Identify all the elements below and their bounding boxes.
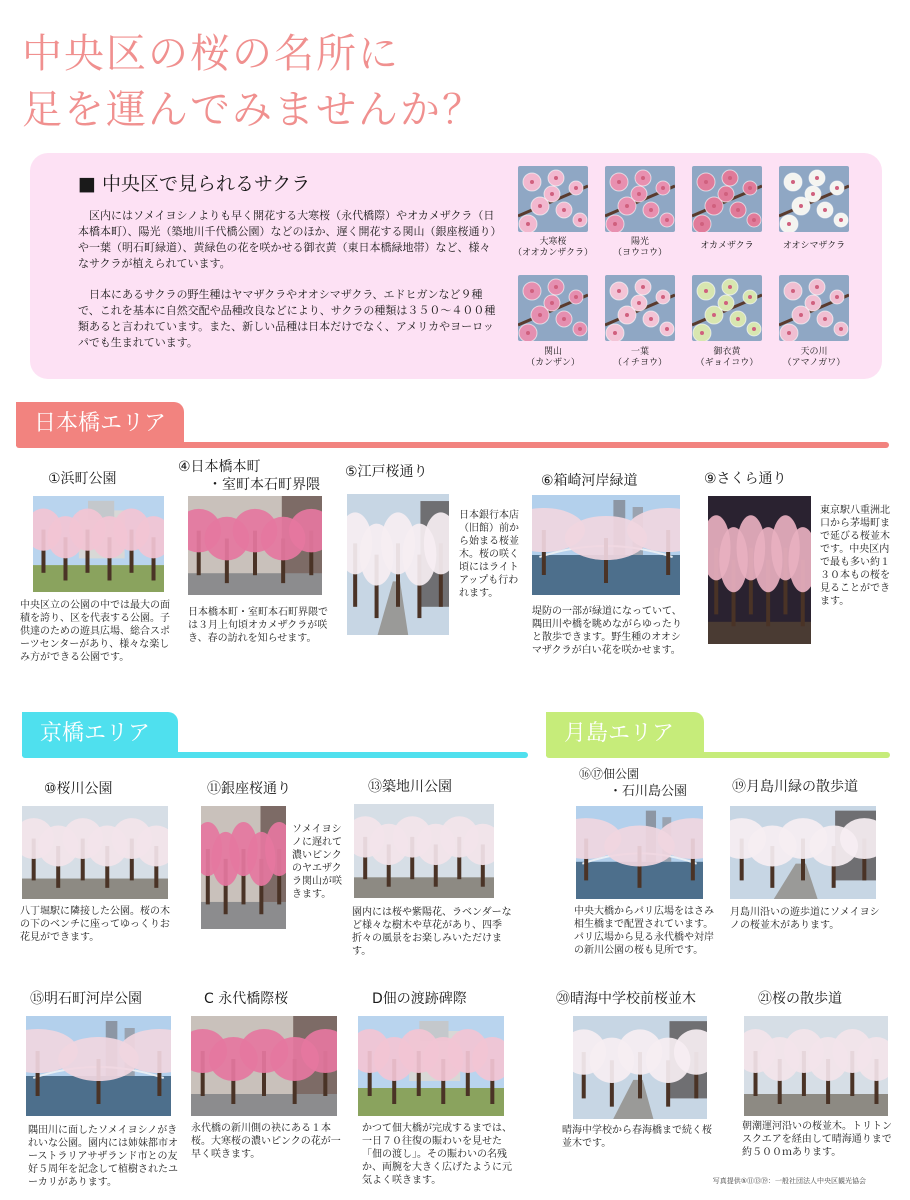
variety-photo — [605, 166, 675, 232]
intro-paragraph-1: 区内にはソメイヨシノよりも早く開花する大寒桜（永代橋際）やオカメザクラ（日本橋本町）、陽光（築地川千代橋公園）などのほか、遅く開花する関山（銀座桜通り）や一葉（明石町緑道）、黄緑色の花を咲かせる御衣黄（東日本橋緑地帯）など、様々なサクラが植えられています。 — [78, 209, 496, 270]
spot-photo — [347, 494, 449, 635]
variety-photo — [518, 166, 588, 232]
spot-caption: かつて佃大橋が完成するまでは、一日７０往復の賑わいを見せた「佃の渡し」。その賑わいの名残か、両腕を大きく広げたように元気よく咲きます。 — [362, 1123, 512, 1186]
area-label: 京橋エリア — [22, 712, 178, 756]
variety-photo — [605, 275, 675, 341]
spot-caption: 園内には桜や紫陽花、ラベンダーなど様々な樹木や草花があり、四季折々の風景をお楽しみいただけます。 — [352, 907, 512, 957]
variety-photo — [692, 166, 762, 232]
spot-caption: 晴海中学校から春海橋まで続く桜並木です。 — [562, 1125, 712, 1149]
spot-photo — [33, 496, 164, 592]
spot-photo — [576, 806, 703, 899]
spot-title-akashicho: ⑮明石町河岸公園 — [30, 991, 142, 1007]
variety-label: 一葉 （イチヨウ） — [612, 347, 667, 368]
spot-title-sakura-sanpomichi: ㉑桜の散歩道 — [758, 991, 842, 1007]
spot-photo — [354, 804, 494, 898]
area-header-tsukishima — [546, 712, 890, 758]
spot-caption: 堤防の一部が緑道になっていて、隅田川や橋を眺めながらゆったりと散歩できます。野生種のオオシマザクラが白い花を咲かせます。 — [532, 606, 682, 656]
spot-photo — [532, 495, 680, 595]
spot-caption: 隅田川に面したソメイヨシノがきれいな公園。園内には姉妹都市オーストラリアサザランド市との友好５周年を記念して植樹されたユーカリがあります。 — [28, 1125, 178, 1188]
spot-caption: 日本銀行本店（旧館）前から始まる桜並木。桜の咲く頃にはライトアップも行われます。 — [459, 510, 519, 599]
variety-label: オオシマザクラ — [782, 241, 846, 251]
area-label: 日本橋エリア — [16, 402, 184, 446]
spot-caption: 朝潮運河沿いの桜並木。トリトンスクエアを経由して晴海通りまで約５００ｍあります。 — [742, 1121, 892, 1158]
photo-credit: 写真提供⑤⑪⑬⑲：一般社団法人中央区観光協会 — [712, 1177, 866, 1185]
spot-photo — [358, 1016, 504, 1116]
spot-title-edozakura: ⑤江戸桜通り — [345, 464, 428, 480]
variety-label: オカメザクラ — [700, 241, 754, 251]
page-title-line2: 足を運んでみませんか？ — [22, 87, 484, 133]
spot-photo — [573, 1016, 707, 1119]
spot-title-eitaibashi: C 永代橋際桜 — [204, 991, 289, 1007]
variety-photo — [518, 275, 588, 341]
spot-title-tsukuda-park: ⑯⑰佃公園 ・石川島公園 — [579, 767, 688, 799]
spot-photo — [22, 806, 168, 899]
variety-photo — [779, 166, 849, 232]
spot-caption: 八丁堀駅に隣接した公園。桜の木の下のベンチに座ってゆっくりお花見ができます。 — [20, 906, 170, 943]
variety-label: 陽光 （ヨウコウ） — [612, 237, 667, 258]
spot-caption: 中央区立の公園の中では最大の面積を誇り、区を代表する公園。子供達のための遊具広場、総合スポーツセンターがあり、様々な楽しみ方ができる公園です。 — [20, 600, 170, 663]
variety-label: 天の川 （アマノガワ） — [782, 347, 846, 368]
variety-photo — [779, 275, 849, 341]
intro-panel — [30, 153, 882, 379]
spot-photo — [708, 496, 811, 644]
spot-title-sakura-dori: ⑨さくら通り — [704, 471, 787, 487]
spot-title-nihonbashi-honcho: ④日本橋本町 ・室町本石町界隈 — [178, 459, 320, 493]
spot-title-harumi-school: ⑳晴海中学校前桜並木 — [556, 991, 696, 1007]
spot-photo — [191, 1016, 337, 1116]
spot-caption: 月島川沿いの遊歩道にソメイヨシノの桜並木があります。 — [730, 907, 880, 931]
spot-title-tsukijigawa: ⑬築地川公園 — [368, 779, 452, 795]
intro-heading: ■ 中央区で見られるサクラ — [78, 173, 311, 195]
variety-label: 御衣黄 （ギョイコウ） — [695, 347, 759, 368]
variety-label: 関山 （カンザン） — [526, 347, 580, 368]
spot-photo — [26, 1016, 171, 1116]
spot-title-hamacho: ①浜町公園 — [48, 471, 117, 487]
spot-title-tsukuda-watashi: D佃の渡跡碑際 — [372, 991, 467, 1007]
variety-photo — [692, 275, 762, 341]
spot-photo — [188, 496, 322, 595]
page-title-line1: 中央区の桜の名所に — [22, 31, 400, 77]
area-rule — [546, 752, 890, 758]
spot-caption: 東京駅八重洲北口から茅場町まで延びる桜並木です。中央区内で最も多い約１３０本もの桜を見ることができます。 — [820, 505, 890, 607]
spot-caption: 永代橋の新川側の袂にある１本桜。大寒桜の濃いピンクの花が一早く咲きます。 — [191, 1123, 341, 1160]
area-label: 月島エリア — [546, 712, 704, 756]
area-rule — [22, 752, 528, 758]
spot-caption: ソメイヨシノに遅れて濃いピンクのヤエザクラ関山が咲きます。 — [292, 824, 342, 900]
spot-title-tsukishimagawa: ⑲月島川緑の散歩道 — [732, 779, 858, 795]
spot-caption: 中央大橋からパリ広場をはさみ相生橋まで配置されています。パリ広場から見る永代橋や対岸の新川公園の桜も見所です。 — [574, 906, 714, 956]
spot-photo — [201, 806, 286, 929]
area-rule — [16, 442, 889, 448]
spot-title-ginza-sakura: ⑪銀座桜通り — [207, 781, 291, 797]
spot-title-sakuragawa: ⑩桜川公園 — [44, 781, 113, 797]
area-header-nihonbashi — [16, 402, 892, 448]
area-header-kyobashi — [22, 712, 528, 758]
variety-label: 大寒桜 （オオカンザクラ） — [512, 237, 594, 258]
spot-photo — [744, 1016, 888, 1116]
spot-photo — [730, 806, 876, 899]
spot-title-hakozaki: ⑥箱崎河岸緑道 — [541, 473, 638, 489]
intro-paragraph-2: 日本にあるサクラの野生種はヤマザクラやオオシマザクラ、エドヒガンなど９種で、これを基本に自然交配や品種改良などにより、サクラの種類は３５０～４００種類あると言われています。また、新しい品種は日本だけでなく、アメリカやヨーロッパでも生まれています。 — [78, 288, 496, 349]
spot-caption: 日本橋本町・室町本石町界隈では３月上旬頃オカメザクラが咲き、春の訪れを知らせます。 — [188, 607, 328, 644]
